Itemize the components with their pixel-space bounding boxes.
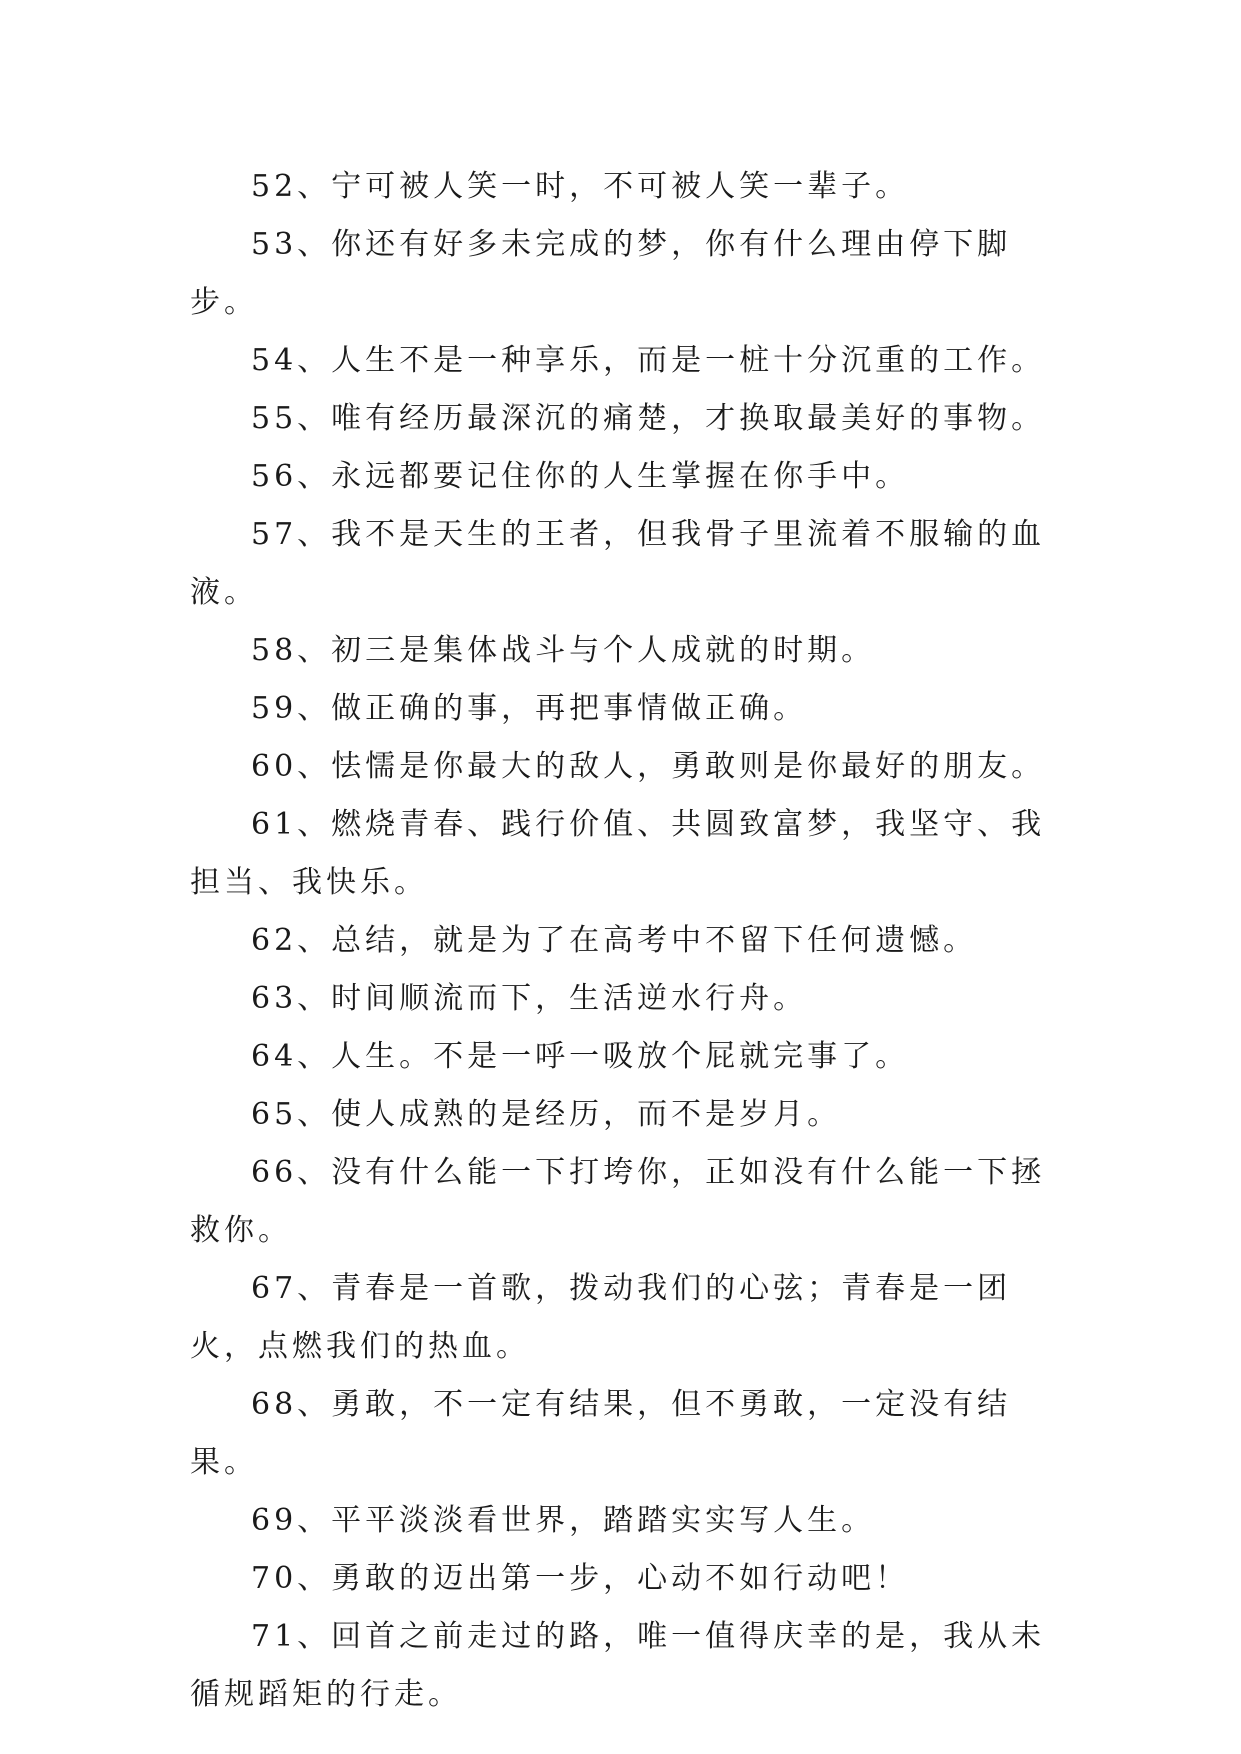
paragraph-52: 52、宁可被人笑一时，不可被人笑一辈子。: [251, 169, 910, 204]
paragraph-63: 63、时间顺流而下，生活逆水行舟。: [251, 981, 808, 1016]
paragraph-57: 57、我不是天生的王者，但我骨子里流着不服输的血液。: [190, 517, 1046, 610]
paragraph-64: 64、人生。不是一呼一吸放个屁就完事了。: [251, 1039, 910, 1074]
paragraph-70: 70、勇敢的迈出第一步，心动不如行动吧！: [251, 1561, 910, 1596]
paragraph-55: 55、唯有经历最深沉的痛楚，才换取最美好的事物。: [251, 401, 1046, 436]
paragraph-61: 61、燃烧青春、践行价值、共圆致富梦，我坚守、我担当、我快乐。: [190, 807, 1046, 900]
paragraph-69: 69、平平淡淡看世界，踏踏实实写人生。: [251, 1503, 876, 1538]
paragraph-60: 60、怯懦是你最大的敌人，勇敢则是你最好的朋友。: [251, 749, 1046, 784]
paragraph-68: 68、勇敢，不一定有结果，但不勇敢，一定没有结果。: [190, 1387, 1012, 1480]
paragraph-67: 67、青春是一首歌，拨动我们的心弦；青春是一团火，点燃我们的热血。: [190, 1271, 1012, 1364]
paragraph-66: 66、没有什么能一下打垮你，正如没有什么能一下拯救你。: [190, 1155, 1046, 1248]
paragraph-54: 54、人生不是一种享乐，而是一桩十分沉重的工作。: [251, 343, 1046, 378]
paragraph-59: 59、做正确的事，再把事情做正确。: [251, 691, 808, 726]
paragraph-71: 71、回首之前走过的路，唯一值得庆幸的是，我从未循规蹈矩的行走。: [190, 1619, 1046, 1712]
paragraph-56: 56、永远都要记住你的人生掌握在你手中。: [251, 459, 910, 494]
paragraph-62: 62、总结，就是为了在高考中不留下任何遗憾。: [251, 923, 978, 958]
paragraph-65: 65、使人成熟的是经历，而不是岁月。: [251, 1097, 842, 1132]
paragraph-58: 58、初三是集体战斗与个人成就的时期。: [251, 633, 876, 668]
paragraph-53: 53、你还有好多未完成的梦，你有什么理由停下脚步。: [190, 227, 1012, 320]
document-body: [190, 158, 1060, 1724]
